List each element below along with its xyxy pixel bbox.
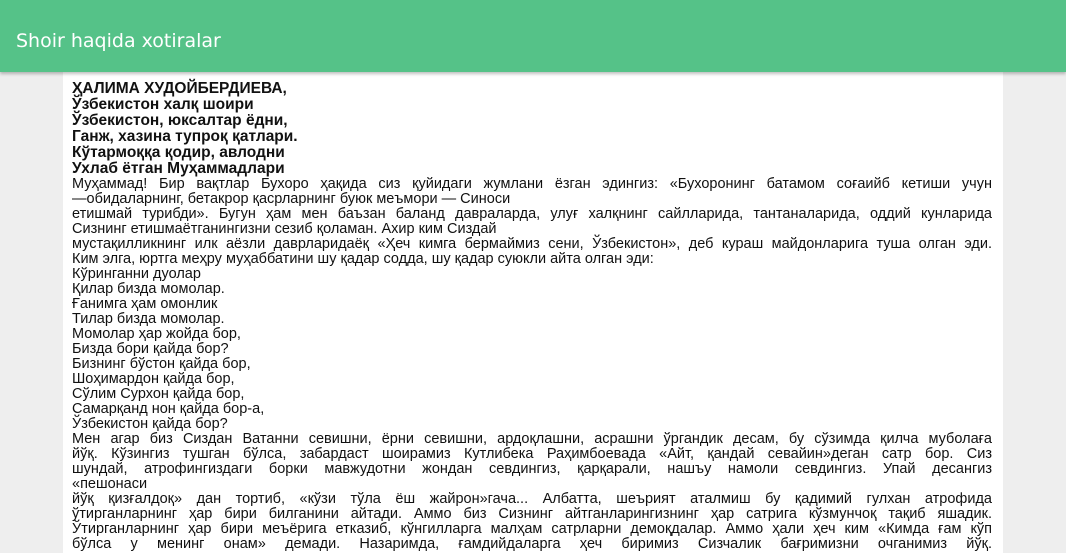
text-line: Муҳаммад! Бир вақтлар Бухоро ҳақида сиз қуйидаги жумлани ёзган эдингиз: «Бухоронинг батамом соғаийб кетиши учун: [72, 176, 992, 192]
heading-line: Кўтармоққа қодир, авлодни: [72, 144, 285, 161]
poem-line: Тилар бизда момолар.: [72, 311, 225, 327]
poem-line: Самарқанд нон қайда бор-а,: [72, 401, 265, 417]
heading-line: Ухлаб ётган Муҳаммадлари: [72, 160, 285, 177]
text-line: Ким элга, юртга меҳру муҳаббатини шу қадар содда, шу қадар суюкли айта олган эди:: [72, 251, 654, 267]
text-line: Ўтирганларнинг ҳар бири меъёрига етказиб, кўнгилларга малҳам сатрларни демоқдалар. Аммо ҳали ҳеч ким «Кимда ғам кўп: [72, 521, 992, 537]
text-line: йўқ. Кўзингиз тушган бўлса, забардаст шоирамиз Кутлибека Раҳимбоевада «Айт, қандай севайин»деган сатр бор. Сиз: [72, 446, 992, 462]
text-line: Мен агар биз Сиздан Ватанни севишни, ёрни севишни, ардоқлашни, асрашни ўргандик десам, бу сўзимда қилча муболаға: [72, 431, 992, 447]
text-line: бўлса у менинг онам» демади. Назаримда, ғамдийдаларга ҳеч биримиз Сизчалик бағримизни очганимиз йўқ.: [72, 536, 992, 552]
article-page[interactable]: [63, 72, 1003, 553]
poem-line: Қилар бизда момолар.: [72, 281, 225, 297]
poem-line: Ўзбекистон қайда бор?: [72, 416, 228, 432]
text-line: етишмай турибди». Бугун ҳам мен баъзан баланд давраларда, улуғ халқнинг сайлларида, тантаналарида, оддий кунларида: [72, 206, 992, 222]
heading-line: Ганж, хазина тупроқ қатлари.: [72, 128, 298, 145]
app-bar: [0, 0, 1066, 72]
text-line: йўқ қизғалдоқ» дан тортиб, «кўзи тўла ёш жайрон»гача... Албатта, шеърият аталмиш бу қадимий гулхан атрофида: [72, 491, 992, 507]
heading-line: ҲАЛИМА ХУДОЙБЕРДИЕВА,: [72, 80, 287, 97]
poem-line: Бизда бори қайда бор?: [72, 341, 229, 357]
text-line: ўтирганларнинг ҳар бири билганини айтади. Аммо биз Сизнинг айтганларингизнинг ҳар сатрига кўзмунчоқ тақиб яшадик.: [72, 506, 992, 522]
poem-line: Кўринганни дуолар: [72, 266, 201, 282]
poem-line: Ғанимга ҳам омонлик: [72, 296, 218, 312]
poem-line: Шоҳимардон қайда бор,: [72, 371, 235, 387]
text-line: мустақилликнинг илк аёзли даврларидаёқ «Ҳеч кимга бермаймиз сени, Ўзбекистон», деб кураш майдонларига туша олган эди.: [72, 236, 992, 252]
article-content: [72, 81, 992, 552]
app-title: Shoir haqida xotiralar: [16, 30, 221, 52]
poem-line: Момолар ҳар жойда бор,: [72, 326, 241, 342]
heading-line: Ўзбекистон халқ шоири: [72, 96, 254, 113]
text-line: —обидаларнинг, бетакрор қасрларнинг буюк меъмори — Синоси: [72, 191, 511, 207]
poem-line: Сўлим Сурхон қайда бор,: [72, 386, 245, 402]
text-line: «пешонаси: [72, 476, 148, 492]
heading-line: Ўзбекистон, юксалтар ёдни,: [72, 112, 288, 129]
text-line: Сизнинг етишмаётганингизни сезиб қоламан. Ахир ким Сиздай: [72, 221, 497, 237]
text-line: шундай, атрофингиздаги борки мавжудотни жондан севдингиз, қарқарали, нашъу намоли севдингиз. Упай десангиз: [72, 461, 992, 477]
poem-line: Бизнинг бўстон қайда бор,: [72, 356, 251, 372]
